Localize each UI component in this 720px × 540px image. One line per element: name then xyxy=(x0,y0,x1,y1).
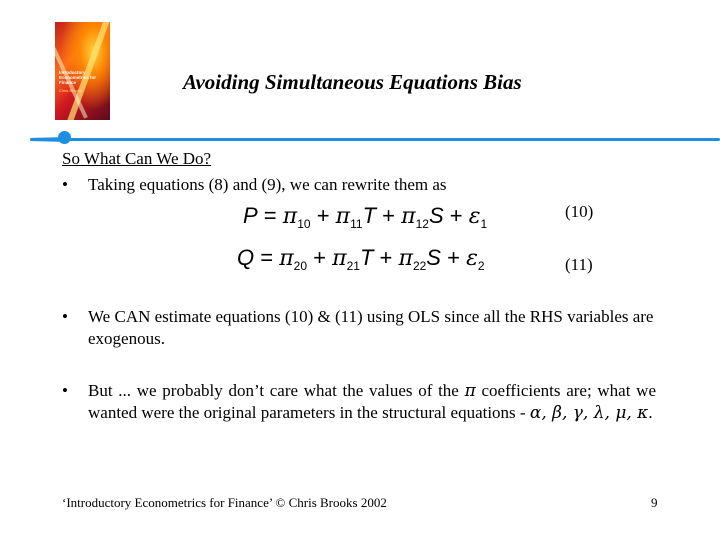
equation-number: (11) xyxy=(565,255,593,274)
bullet-glyph: • xyxy=(62,175,68,194)
bullet-item xyxy=(62,174,656,196)
eq-symbol: ε xyxy=(468,204,481,229)
eq-variable: T xyxy=(359,245,374,270)
eq-symbol: π xyxy=(282,204,298,229)
eq-variable: S xyxy=(426,245,441,270)
bullet-text-part: . xyxy=(648,403,653,422)
eq-symbol: π xyxy=(332,246,347,271)
equation-10: $P = \pi_{10} + \pi_{11}T + \pi_{12}S + \varepsilon_1$ xyxy=(243,203,488,231)
bullet-glyph: • xyxy=(62,307,68,326)
bullet-item xyxy=(62,306,656,350)
title-rule-dot xyxy=(58,131,71,144)
title-divider-rule xyxy=(30,138,720,141)
eq-subscript: 22 xyxy=(412,259,427,273)
page-number: 9 xyxy=(651,495,658,510)
eq-symbol: π xyxy=(398,246,413,271)
slide-title: Avoiding Simultaneous Equations Bias xyxy=(183,70,522,94)
cover-author: Chris Brooks xyxy=(59,88,82,93)
book-cover-image xyxy=(55,22,110,120)
eq-variable: T xyxy=(362,203,377,228)
eq-lhs: P xyxy=(243,203,258,228)
bullet-text-part: coefficients are; what we wanted were the original parameters in the structural equations - xyxy=(88,381,656,422)
eq-subscript: 12 xyxy=(415,217,429,231)
bullet-text: Taking equations (8) and (9), we can rewrite them as xyxy=(88,175,447,194)
eq-subscript: 1 xyxy=(480,217,488,231)
eq-lhs: Q xyxy=(237,245,255,270)
bullet-glyph: • xyxy=(62,381,68,400)
bullet-text: We CAN estimate equations (10) & (11) using OLS since all the RHS variables are exogenous. xyxy=(88,307,654,348)
eq-symbol: π xyxy=(279,246,294,271)
cover-title: Introductory Econometrics for Finance xyxy=(59,70,97,85)
pi-symbol: π xyxy=(464,381,476,401)
equation-11: $Q = \pi_{20} + \pi_{21}T + \pi_{22}S + \varepsilon_2$ xyxy=(237,245,485,273)
eq-symbol: π xyxy=(335,204,351,229)
eq-subscript: 21 xyxy=(346,259,360,273)
slide-subheading: So What Can We Do? xyxy=(62,149,212,168)
eq-subscript: 10 xyxy=(297,217,311,231)
eq-subscript: 2 xyxy=(477,259,485,273)
eq-variable: S xyxy=(428,203,444,228)
slide-footer: ‘Introductory Econometrics for Finance’ © Chris Brooks 2002 xyxy=(62,495,387,510)
bullet-item xyxy=(62,380,656,446)
greek-parameters: α, β, γ, λ, μ, κ xyxy=(529,403,649,423)
eq-subscript: 20 xyxy=(293,259,308,273)
eq-symbol: ε xyxy=(466,246,478,271)
bullet-text xyxy=(88,380,656,424)
eq-subscript: 11 xyxy=(350,217,363,231)
bullet-text-part: But ... we probably don’t care what the values of the xyxy=(88,381,465,400)
eq-symbol: π xyxy=(401,204,416,229)
equation-number: (10) xyxy=(565,202,594,221)
